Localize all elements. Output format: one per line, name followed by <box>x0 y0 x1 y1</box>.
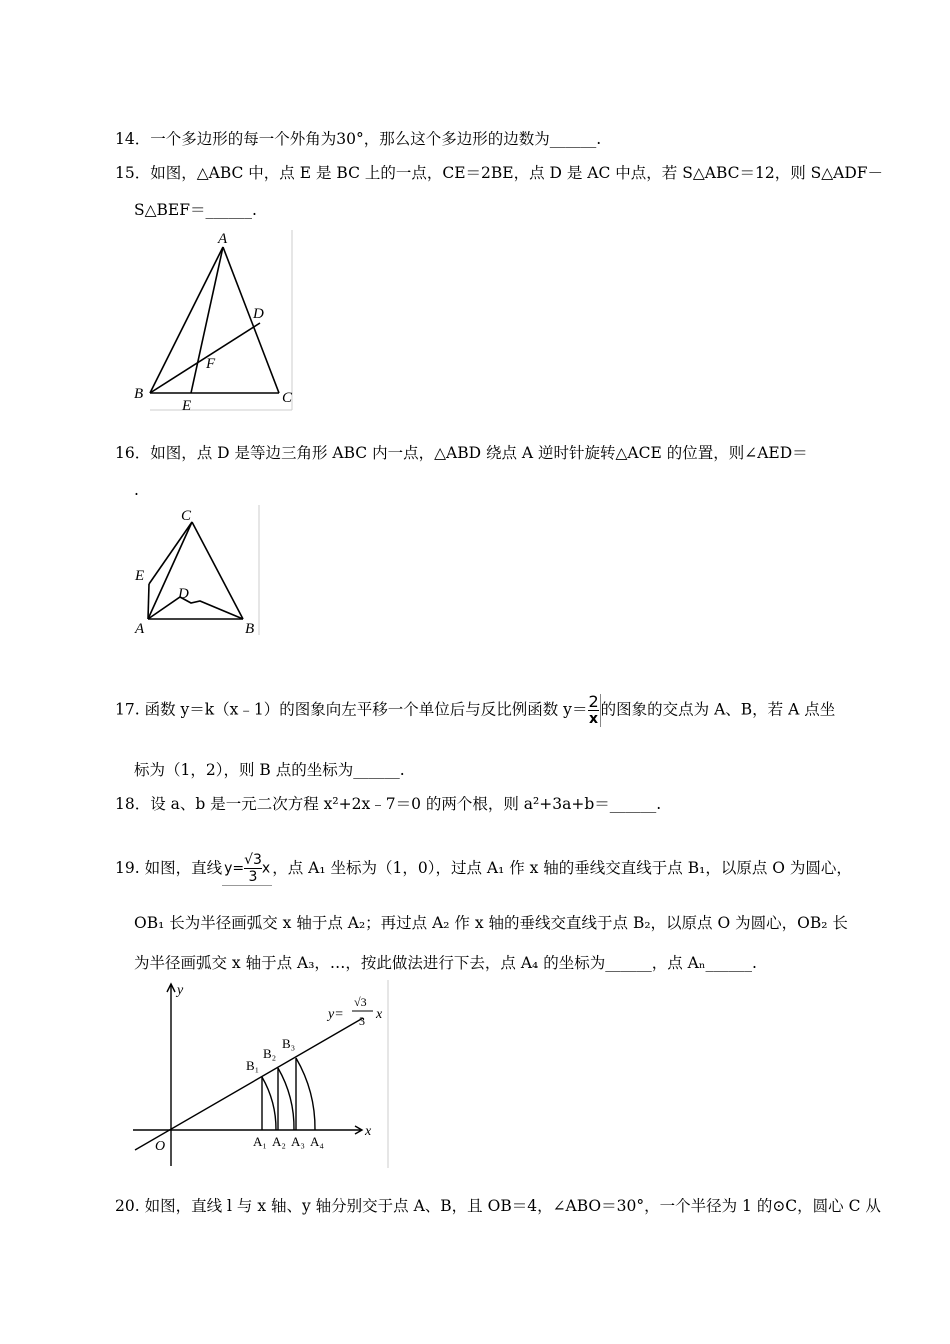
q17-line1 <box>115 694 835 727</box>
q14-line1: 14．一个多边形的每一个外角为30°，那么这个多边形的边数为______. <box>115 130 602 148</box>
q15-label-C: C <box>282 390 293 406</box>
q16-label-D: D <box>178 586 189 602</box>
q19-eq-var: x <box>261 860 271 877</box>
q15-label-B: B <box>134 386 144 402</box>
q16-line2: . <box>134 481 139 499</box>
q19-line-label-root: √3 <box>354 995 367 1009</box>
q19-coordinate-figure <box>133 980 393 1170</box>
q15-label-D: D <box>253 306 264 322</box>
q16-label-C: C <box>181 508 192 524</box>
q17-text-b: 的图象的交点为 A、B，若 A 点坐 <box>600 700 836 719</box>
q15-label-E: E <box>182 398 192 414</box>
q17-frac-num: 2 <box>588 692 599 711</box>
q19-label-A2: A₂ <box>272 1134 286 1149</box>
q20-line1: 20. 如图，直线 l 与 x 轴、y 轴分别交于点 A、B，且 OB＝4，∠ABO＝30°，一个半径为 1 的⊙C，圆心 C 从 <box>115 1197 881 1215</box>
q19-eq-prefix: y= <box>224 860 245 877</box>
q19-label-A4: A₄ <box>310 1134 324 1149</box>
q15-line2: S△BEF＝______. <box>134 201 257 219</box>
q16-label-E: E <box>135 568 145 584</box>
q19-label-x: x <box>365 1124 372 1139</box>
q19-line-equation <box>222 852 272 886</box>
q19-text-a: 19. 如图，直线 <box>115 859 223 877</box>
q19-label-O: O <box>155 1139 166 1154</box>
q15-triangle-figure <box>128 230 298 415</box>
q19-eq-den: 3 <box>248 869 258 885</box>
q16-label-A: A <box>135 621 145 635</box>
q17-text-a: 17. 函数 y＝k（x﹣1）的图象向左平移一个单位后与反比例函数 y＝ <box>115 700 588 719</box>
q15-label-F: F <box>206 356 216 372</box>
q15-label-A: A <box>218 231 228 247</box>
q17-line2: 标为（1，2），则 B 点的坐标为______. <box>134 761 405 779</box>
q19-line-label-y: y= <box>328 1007 344 1022</box>
q19-line-label-den: 3 <box>359 1014 365 1028</box>
q19-label-B2: B₂ <box>263 1046 277 1061</box>
q19-line-label-x: x <box>376 1007 383 1022</box>
q19-label-A3: A₃ <box>291 1134 305 1149</box>
q19-line2: OB₁ 长为半径画弧交 x 轴于点 A₂；再过点 A₂ 作 x 轴的垂线交直线于点 B₂，以原点 O 为圆心，OB₂ 长 <box>134 914 848 932</box>
q19-line3: 为半径画弧交 x 轴于点 A₃，…，按此做法进行下去，点 A₄ 的坐标为______，点 Aₙ______. <box>134 954 757 972</box>
q19-eq-root: √3 <box>244 852 262 868</box>
q17-frac-den: x <box>589 711 599 727</box>
q16-rotation-figure <box>128 505 268 635</box>
q19-label-A1: A₁ <box>253 1134 267 1149</box>
q19-text-b: ，点 A₁ 坐标为（1，0），过点 A₁ 作 x 轴的垂线交直线于点 B₁，以原点 O 为圆心， <box>272 859 852 877</box>
q16-label-B: B <box>245 621 255 635</box>
q17-fraction <box>587 694 600 727</box>
q19-label-y: y <box>177 983 184 998</box>
q19-label-B1: B₁ <box>246 1058 260 1073</box>
q19-line1 <box>115 852 852 886</box>
q16-line1: 16．如图，点 D 是等边三角形 ABC 内一点，△ABD 绕点 A 逆时针旋转△ACE 的位置，则∠AED＝ <box>115 444 808 462</box>
q15-line1: 15．如图，△ABC 中，点 E 是 BC 上的一点，CE＝2BE，点 D 是 AC 中点，若 S△ABC＝12，则 S△ADF－ <box>115 164 884 182</box>
q18-line1: 18．设 a、b 是一元二次方程 x²+2x﹣7＝0 的两个根，则 a²+3a+b＝______. <box>115 795 662 813</box>
q19-label-B3: B₃ <box>282 1036 296 1051</box>
